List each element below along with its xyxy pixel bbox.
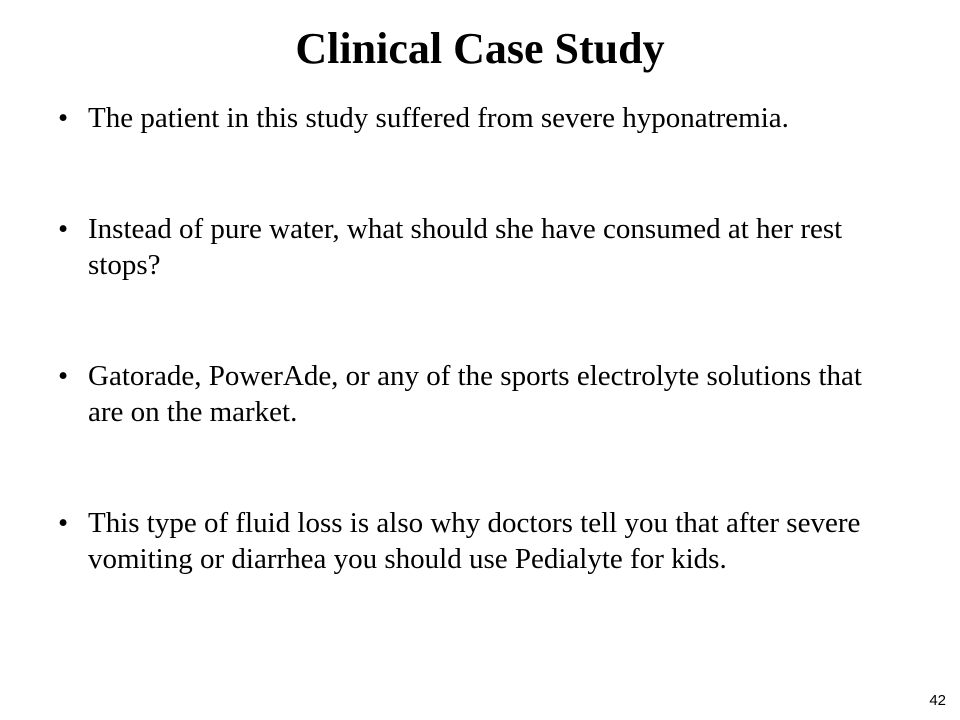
bullet-text: This type of fluid loss is also why doctors tell you that after severe vomiting or diarrhea you should use Pedialyte for kids. bbox=[88, 507, 861, 575]
bullet-list bbox=[58, 100, 898, 652]
slide-title: Clinical Case Study bbox=[295, 24, 665, 73]
bullet-text: Instead of pure water, what should she have consumed at her rest stops? bbox=[88, 213, 843, 281]
bullet-icon: • bbox=[58, 507, 69, 539]
bullet-item-4 bbox=[58, 505, 898, 577]
bullet-text: The patient in this study suffered from severe hyponatremia. bbox=[88, 102, 789, 134]
bullet-icon: • bbox=[58, 102, 69, 134]
bullet-item-1 bbox=[58, 100, 898, 136]
bullet-icon: • bbox=[58, 360, 69, 392]
bullet-item-2 bbox=[58, 211, 898, 283]
bullet-icon: • bbox=[58, 213, 69, 245]
bullet-item-3 bbox=[58, 358, 898, 430]
page-number: 42 bbox=[929, 692, 946, 709]
bullet-text: Gatorade, PowerAde, or any of the sports electrolyte solutions that are on the market. bbox=[88, 360, 862, 428]
